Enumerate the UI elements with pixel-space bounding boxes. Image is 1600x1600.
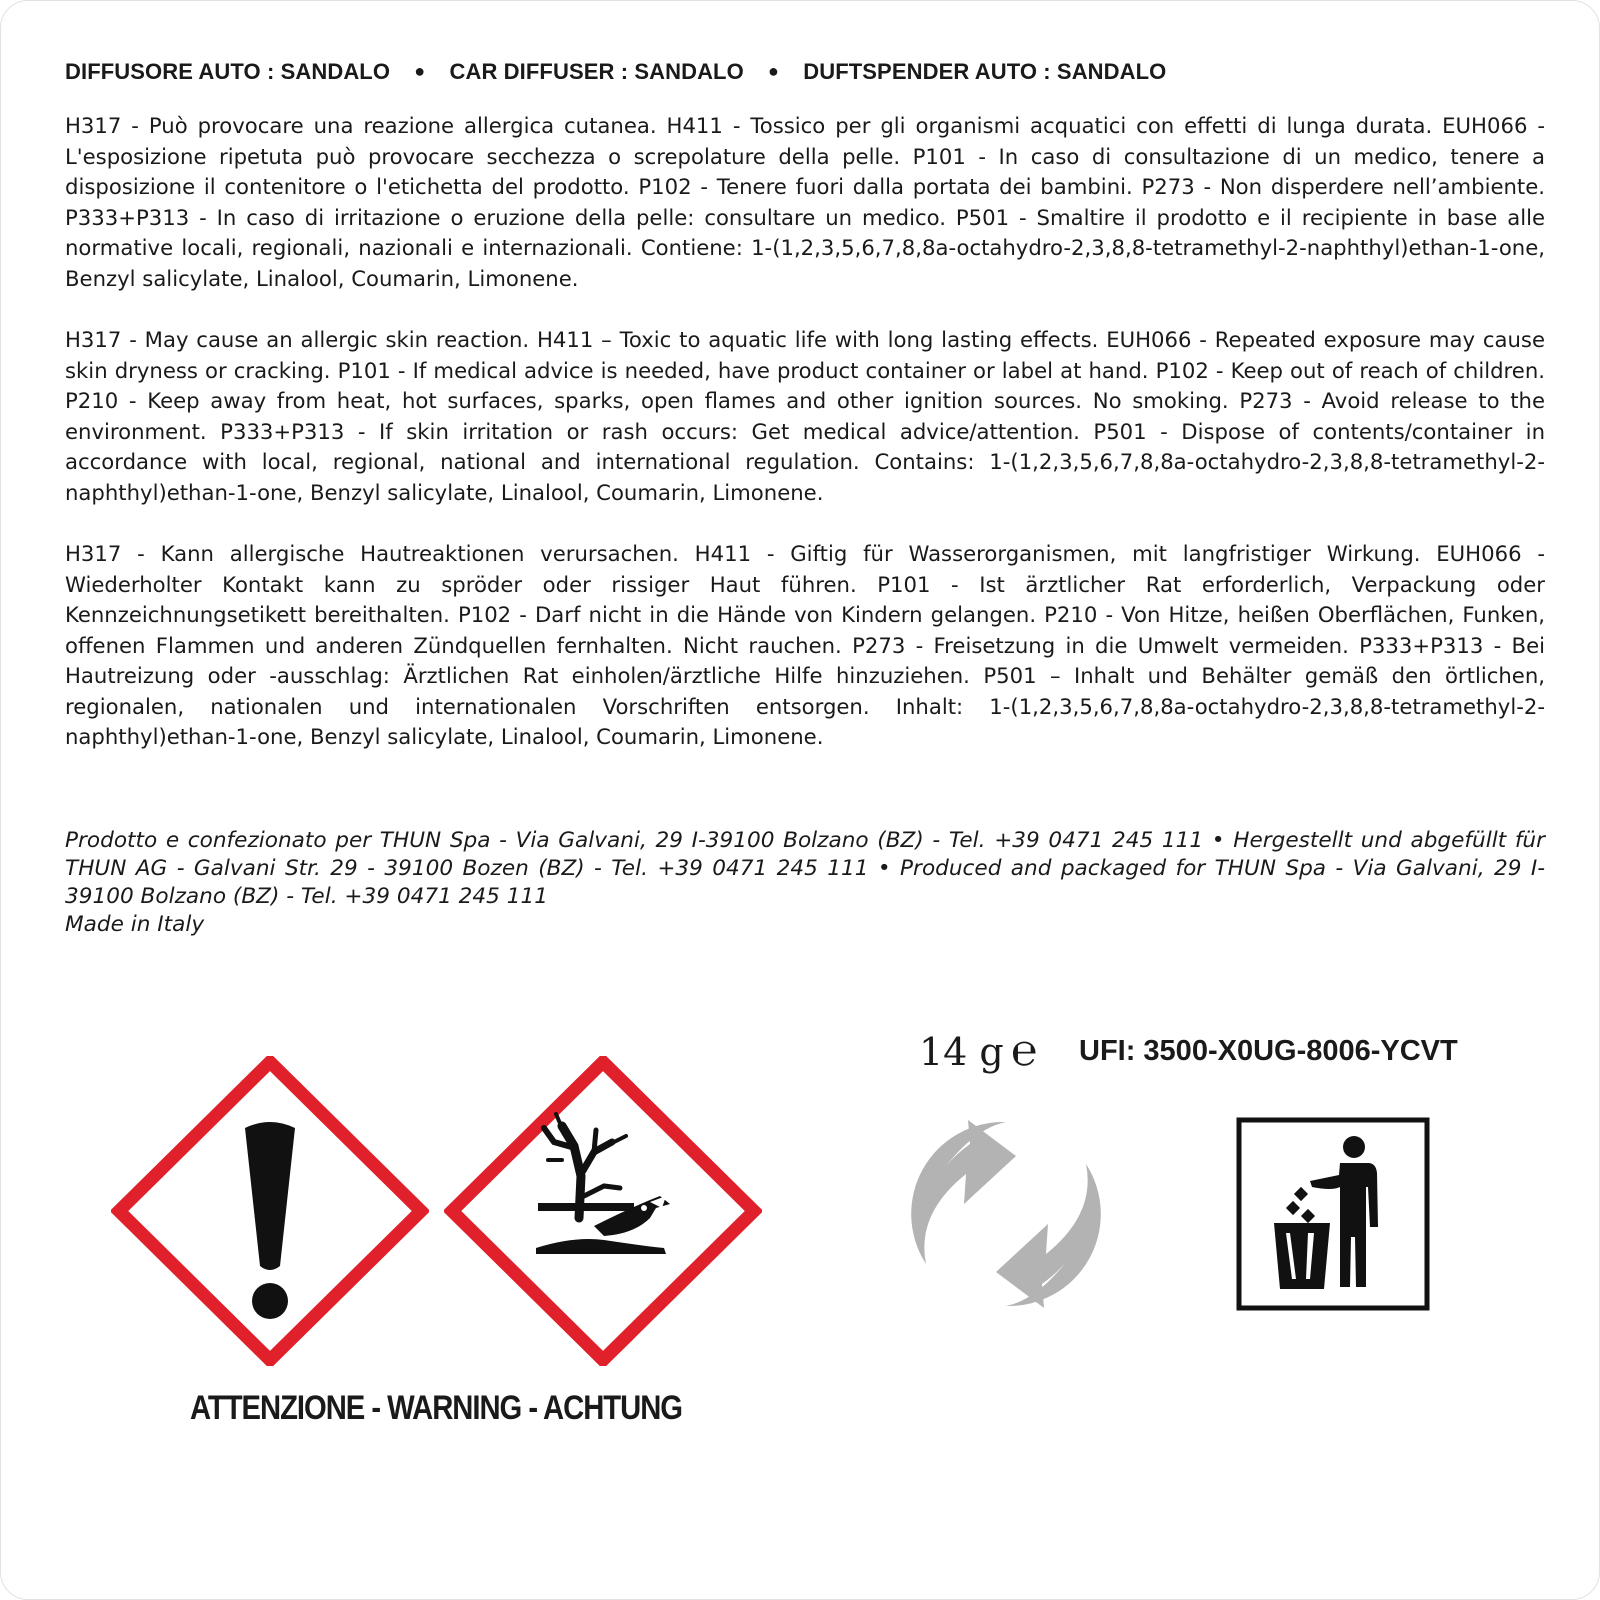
signal-word: ATTENZIONE - WARNING - ACHTUNG [189,1389,683,1427]
hazard-statements-de: H317 - Kann allergische Hautreaktionen verursachen. H411 - Giftig für Wasserorganismen, mit langfristiger Wirkung. EUH066 - Wiederholter Kontakt kann zu spröder oder rissiger Haut führen. P101 - Ist ärztlicher Rat erforderlich, Verpackung oder Kennzeichnungsetikett bereithalten. P102 - Darf nicht in die Hände von Kindern gelangen. P210 - Von Hitze, heißen Oberflächen, Funken, offenen Flammen und anderen Zündquellen fernhalten. Nicht rauchen. P273 - Freisetzung in die Umwelt vermeiden. P333+P313 - Bei Hautreizung oder -ausschlag: Ärztlichen Rat einholen/ärztliche Hilfe hinzuziehen. P501 – Inhalt und Behälter gemäß den örtlichen, regionalen, nationalen und internationalen Vorschriften entsorgen. Inhalt: 1-(1,2,3,5,6,7,8,8a-octahydro-2,3,8,8-tetramethyl-2-naphthyl)ethan-1-one, Benzyl salicylate, Linalool, Coumarin, Limonene. [65,541,1545,749]
product-title-line [65,59,1545,85]
product-title-de: DUFTSPENDER AUTO : SANDALO [803,59,1167,84]
green-dot-recycling-icon [906,1114,1106,1314]
product-title-en: CAR DIFFUSER : SANDALO [449,59,744,84]
ufi-code: UFI: 3500-X0UG-8006-YCVT [1079,1035,1458,1067]
made-in-italy: Made in Italy [65,912,205,937]
title-separator: ● [414,61,426,81]
hazard-statements-en: H317 - May cause an allergic skin reaction. H411 – Toxic to aquatic life with long lasting effects. EUH066 - Repeated exposure may cause skin dryness or cracking. P101 - If medical advice is needed, have product container or label at hand. P102 - Keep out of reach of children. P210 - Keep away from heat, hot surfaces, sparks, open flames and other ignition sources. No smoking. P273 - Avoid release to the environment. P333+P313 - If skin irritation or rash occurs: Get medical advice/attention. P501 - Dispose of contents/container in accordance with local, regional, national and international regulation. Contains: 1-(1,2,3,5,6,7,8,8a-octahydro-2,3,8,8-tetramethyl-2-naphthyl)ethan-1-one, Benzyl salicylate, Linalool, Coumarin, Limonene. [65,327,1545,505]
tidyman-litter-bin-icon [1236,1117,1430,1311]
net-quantity: 14 g [919,1030,1004,1074]
title-separator: ● [768,61,780,81]
product-title-it: DIFFUSORE AUTO : SANDALO [65,59,391,84]
ghs-pictograms [111,1056,761,1366]
ghs07-exclamation-mark-icon [111,1056,429,1366]
estimated-sign-icon: ℮ [1011,1025,1038,1076]
producer-address: Prodotto e confezionato per THUN Spa - Via Galvani, 29 I-39100 Bolzano (BZ) - Tel. +39 0471 245 111 • Hergestellt und abgefüllt für THUN AG - Galvani Str. 29 - 39100 Bozen (BZ) - Tel. +39 0471 245 111 • Produced and packaged for THUN Spa - Via Galvani, 29 I-39100 Bolzano (BZ) - Tel. +39 0471 245 111 [65,828,1545,909]
producer-info [65,827,1545,939]
ghs09-environment-icon [444,1056,762,1366]
hazard-statements-it: H317 - Può provocare una reazione allergica cutanea. H411 - Tossico per gli organismi acquatici con effetti di lunga durata. EUH066 - L'esposizione ripetuta può provocare secchezza o screpolature della pelle. P101 - In caso di consultazione di un medico, tenere a disposizione il contenitore o l'etichetta del prodotto. P102 - Tenere fuori dalla portata dei bambini. P273 - Non disperdere nell’ambiente. P333+P313 - In caso di irritazione o eruzione della pelle: consultare un medico. P501 - Smaltire il prodotto e il recipiente in base alle normative locali, regionali, nazionali e internazionali. Contiene: 1-(1,2,3,5,6,7,8,8a-octahydro-2,3,8,8-tetramethyl-2-naphthyl)ethan-1-one, Benzyl salicylate, Linalool, Coumarin, Limonene. [65,113,1545,291]
